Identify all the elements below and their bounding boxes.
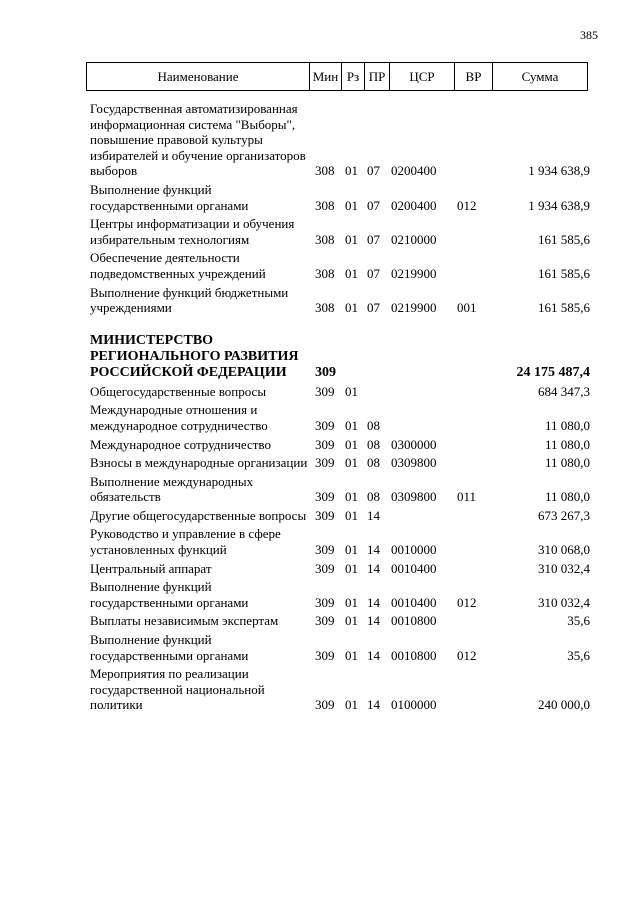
cell-vr: 012 (457, 647, 477, 663)
cell-csr: 0200400 (391, 197, 437, 213)
cell-min: 309 (315, 647, 335, 663)
cell-sum: 11 080,0 (544, 455, 590, 471)
cell-rz: 01 (345, 489, 358, 505)
table-row (90, 182, 590, 213)
cell-min: 309 (315, 507, 335, 523)
table-row (90, 402, 590, 433)
cell-csr: 0210000 (391, 231, 437, 247)
cell-csr: 0010000 (391, 542, 437, 558)
cell-min: 309 (315, 364, 336, 380)
cell-min: 309 (315, 594, 335, 610)
table-row (90, 285, 590, 316)
cell-csr: 0010400 (391, 560, 437, 576)
cell-csr: 0100000 (391, 697, 437, 713)
cell-name: Центры информатизации и обучения избирательным технологиям (90, 216, 295, 247)
header-vr: ВР (454, 63, 492, 90)
cell-csr: 0300000 (391, 436, 437, 452)
cell-min: 309 (315, 613, 335, 629)
cell-name: Центральный аппарат (90, 560, 212, 576)
cell-rz: 01 (345, 197, 358, 213)
cell-vr: 012 (457, 594, 477, 610)
header-name: Наименование (157, 68, 239, 84)
cell-sum: 310 068,0 (538, 542, 590, 558)
cell-sum: 11 080,0 (544, 489, 590, 505)
cell-rz: 01 (345, 436, 358, 452)
header-pr: ПР (364, 63, 389, 90)
table-row (90, 333, 590, 381)
cell-pr: 14 (367, 507, 380, 523)
cell-sum: 673 267,3 (538, 507, 590, 523)
cell-min: 309 (315, 560, 335, 576)
table-row (90, 437, 590, 453)
cell-name: Выполнение функций государственными органами (90, 632, 249, 663)
cell-rz: 01 (345, 594, 358, 610)
cell-name: Выполнение международных обязательств (90, 473, 254, 505)
table-row (90, 526, 590, 557)
cell-sum: 161 585,6 (538, 265, 590, 281)
cell-rz: 01 (345, 383, 358, 399)
table-row (90, 561, 590, 577)
cell-vr: 001 (457, 300, 477, 316)
cell-min: 308 (315, 163, 335, 179)
cell-min: 308 (315, 231, 335, 247)
cell-sum: 1 934 638,9 (528, 163, 590, 179)
cell-csr: 0219900 (391, 265, 437, 281)
cell-rz: 01 (345, 647, 358, 663)
header-sum: Сумма (492, 63, 587, 90)
table-row (90, 474, 590, 505)
cell-vr: 011 (457, 489, 477, 505)
cell-pr: 14 (367, 613, 380, 629)
cell-name: Руководство и управление в сфере установленных функций (90, 526, 281, 558)
cell-pr: 08 (367, 436, 380, 452)
cell-csr: 0010400 (391, 594, 437, 610)
cell-name: Выполнение функций государственными органами (90, 181, 249, 213)
cell-sum: 240 000,0 (538, 697, 590, 713)
cell-rz: 01 (345, 542, 358, 558)
cell-name: Международное сотрудничество (90, 436, 271, 452)
cell-csr: 0309800 (391, 489, 437, 505)
cell-csr: 0309800 (391, 455, 437, 471)
cell-rz: 01 (345, 300, 358, 316)
cell-vr: 012 (457, 197, 477, 213)
table-row (90, 632, 590, 663)
cell-sum: 11 080,0 (544, 436, 590, 452)
cell-name: Обеспечение деятельности подведомственных учреждений (90, 250, 266, 281)
table-row (90, 579, 590, 610)
cell-csr: 0010800 (391, 647, 437, 663)
cell-name: Общегосударственные вопросы (90, 383, 267, 399)
table-row (90, 455, 590, 471)
cell-rz: 01 (345, 613, 358, 629)
cell-pr: 07 (367, 197, 380, 213)
cell-min: 309 (315, 436, 335, 452)
cell-pr: 14 (367, 542, 380, 558)
cell-sum: 310 032,4 (538, 560, 590, 576)
page-number: 385 (580, 28, 598, 42)
cell-min: 309 (315, 417, 335, 433)
cell-rz: 01 (345, 231, 358, 247)
cell-csr: 0200400 (391, 163, 437, 179)
header-rz: Рз (341, 63, 364, 90)
cell-min: 309 (315, 542, 335, 558)
cell-sum: 35,6 (567, 647, 590, 663)
table-row (90, 101, 590, 179)
table-body (90, 101, 590, 716)
cell-rz: 01 (345, 417, 358, 433)
cell-min: 309 (315, 383, 335, 399)
cell-pr: 14 (367, 594, 380, 610)
cell-name: Мероприятия по реализации государственной национальной политики (90, 666, 265, 713)
header-csr: ЦСР (389, 63, 454, 90)
table-row (90, 613, 590, 629)
table-row (90, 508, 590, 524)
cell-min: 308 (315, 300, 335, 316)
table-row (90, 384, 590, 400)
cell-csr: 0010800 (391, 613, 437, 629)
cell-pr: 08 (367, 489, 380, 505)
table-row (90, 250, 590, 281)
cell-pr: 07 (367, 231, 380, 247)
cell-min: 308 (315, 265, 335, 281)
cell-pr: 08 (367, 455, 380, 471)
cell-rz: 01 (345, 265, 358, 281)
cell-name: Взносы в международные организации (90, 455, 308, 471)
table-header (86, 62, 588, 91)
cell-min: 309 (315, 489, 335, 505)
cell-name: Государственная автоматизированная информационная система "Выборы", повышение правовой культуры избирателей и обучение организаторов выборов (90, 101, 306, 179)
cell-sum: 1 934 638,9 (528, 197, 590, 213)
cell-pr: 07 (367, 300, 380, 316)
header-min: Мин (309, 63, 341, 90)
cell-pr: 14 (367, 560, 380, 576)
cell-pr: 07 (367, 265, 380, 281)
cell-sum: 161 585,6 (538, 300, 590, 316)
cell-sum: 35,6 (567, 613, 590, 629)
cell-name: Выполнение функций государственными органами (90, 579, 249, 610)
cell-name: Другие общегосударственные вопросы (90, 507, 307, 523)
cell-pr: 07 (367, 163, 380, 179)
cell-min: 308 (315, 197, 335, 213)
cell-min: 309 (315, 455, 335, 471)
cell-pr: 08 (367, 417, 380, 433)
cell-rz: 01 (345, 697, 358, 713)
cell-rz: 01 (345, 163, 358, 179)
cell-name: Международные отношения и международное сотрудничество (90, 402, 268, 433)
cell-csr: 0219900 (391, 300, 437, 316)
cell-sum: 684 347,3 (538, 383, 590, 399)
cell-pr: 14 (367, 697, 380, 713)
cell-name: Выплаты независимым экспертам (90, 613, 279, 629)
cell-sum: 11 080,0 (544, 417, 590, 433)
cell-name: Выполнение функций бюджетными учреждениями (90, 284, 289, 316)
cell-rz: 01 (345, 507, 358, 523)
cell-rz: 01 (345, 455, 358, 471)
table-row (90, 216, 590, 247)
cell-name: МИНИСТЕРСТВО РЕГИОНАЛЬНОГО РАЗВИТИЯ РОССИЙСКОЙ ФЕДЕРАЦИИ (90, 332, 299, 380)
cell-sum: 310 032,4 (538, 594, 590, 610)
cell-sum: 161 585,6 (538, 231, 590, 247)
cell-sum: 24 175 487,4 (516, 364, 590, 380)
cell-min: 309 (315, 697, 335, 713)
cell-rz: 01 (345, 560, 358, 576)
table-row (90, 666, 590, 713)
cell-pr: 14 (367, 647, 380, 663)
